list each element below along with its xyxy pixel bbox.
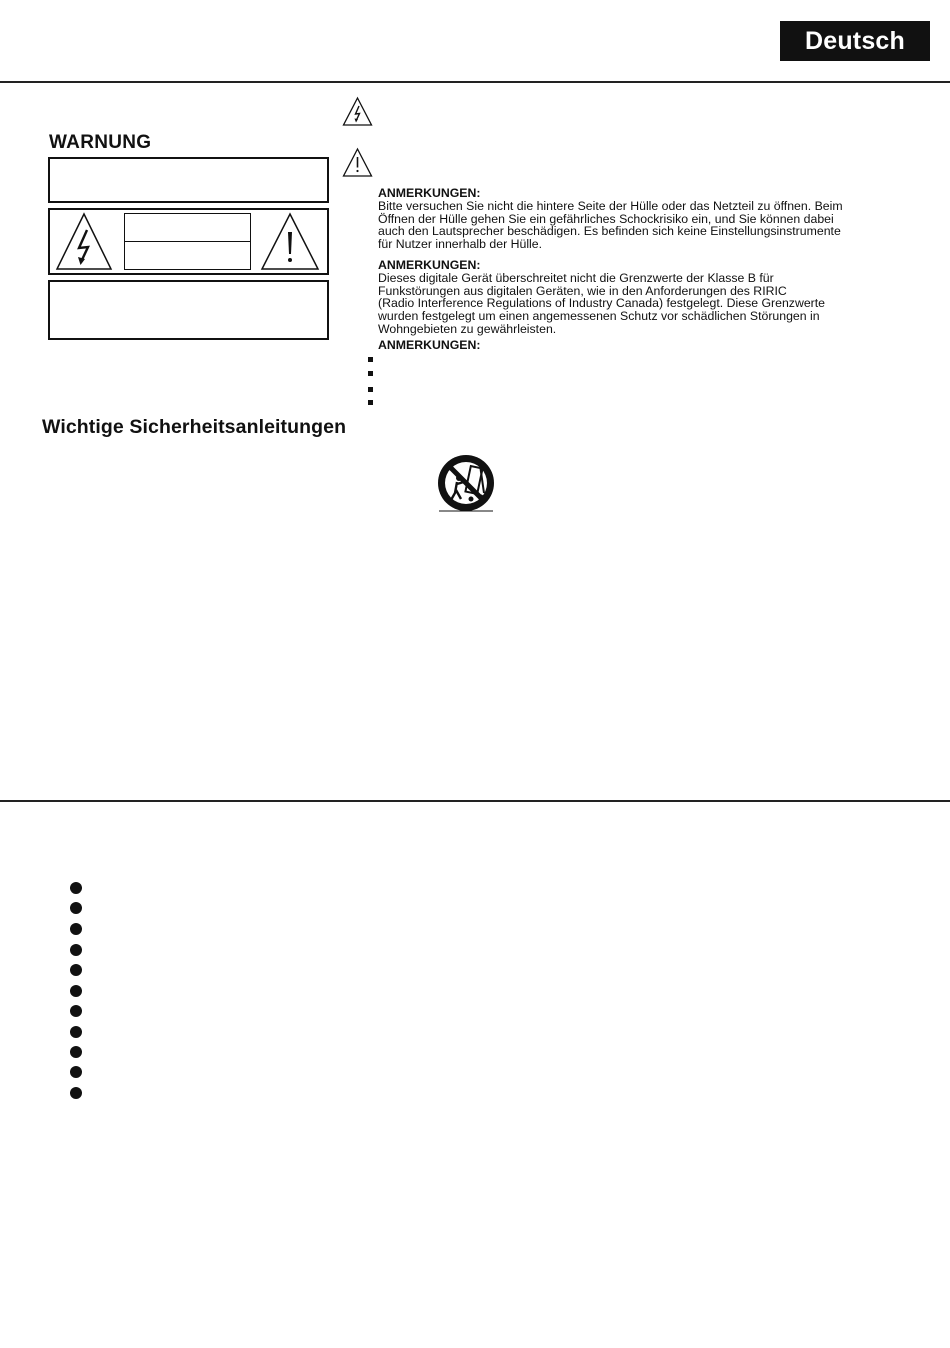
lightning-triangle-icon — [342, 96, 373, 127]
note-line: für Nutzer innerhalb der Hülle. — [378, 237, 543, 252]
note-block-1 — [378, 187, 918, 251]
note-line: Öffnen der Hülle gehen Sie ein gefährliches Schockrisiko ein, und Sie können dabei — [378, 211, 834, 226]
bullet-dot — [70, 882, 82, 894]
language-tab: Deutsch — [780, 21, 930, 61]
bullet-dot — [70, 902, 82, 914]
bullet-dot — [70, 944, 82, 956]
note-line: (Radio Interference Regulations of Industry Canada) festgelegt. Diese Grenzwerte — [378, 296, 826, 311]
lightning-triangle-icon — [55, 212, 113, 272]
note-heading: ANMERKUNGEN: — [378, 258, 481, 272]
top-divider — [0, 81, 950, 83]
bullet-dot — [70, 1046, 82, 1058]
bullet-dot — [70, 923, 82, 935]
warning-box-top — [48, 157, 329, 203]
warning-label-box-1 — [124, 213, 251, 242]
bullet-square — [368, 387, 373, 392]
bullet-dot — [70, 964, 82, 976]
note-line: Wohngebieten zu gewährleisten. — [378, 321, 557, 336]
note-block-2 — [378, 259, 918, 336]
note-line: Funkstörungen aus digitalen Geräten, wie in den Anforderungen des RIRIC — [378, 283, 787, 298]
middle-divider — [0, 800, 950, 802]
bullet-square — [368, 371, 373, 376]
note-heading: ANMERKUNGEN: — [378, 338, 481, 352]
bullet-dot — [70, 1087, 82, 1099]
safety-section-title: Wichtige Sicherheitsanleitungen — [42, 416, 347, 438]
bullet-dot — [70, 1066, 82, 1078]
note-line: wurden festgelegt um einen angemessenen Schutz vor schädlichen Störungen in — [378, 309, 820, 324]
warning-title: WARNUNG — [49, 132, 152, 153]
bullet-dot — [70, 1005, 82, 1017]
exclamation-triangle-icon — [260, 212, 320, 272]
bullet-dot — [70, 985, 82, 997]
cart-tipover-warning-icon — [435, 453, 497, 520]
note-heading: ANMERKUNGEN: — [378, 186, 481, 200]
exclamation-triangle-icon — [342, 147, 373, 178]
note-block-3 — [378, 339, 918, 352]
note-line: Bitte versuchen Sie nicht die hintere Seite der Hülle oder das Netzteil zu öffnen. Beim — [378, 198, 843, 213]
bullet-dot — [70, 1026, 82, 1038]
warning-label-box-2 — [124, 241, 251, 270]
note-line: Dieses digitale Gerät überschreitet nicht die Grenzwerte der Klasse B für — [378, 270, 774, 285]
note-line: auch den Lautsprecher beschädigen. Es befinden sich keine Einstellungsinstrumente — [378, 224, 841, 239]
bullet-square — [368, 357, 373, 362]
warning-box-bottom — [48, 280, 329, 340]
bullet-square — [368, 400, 373, 405]
